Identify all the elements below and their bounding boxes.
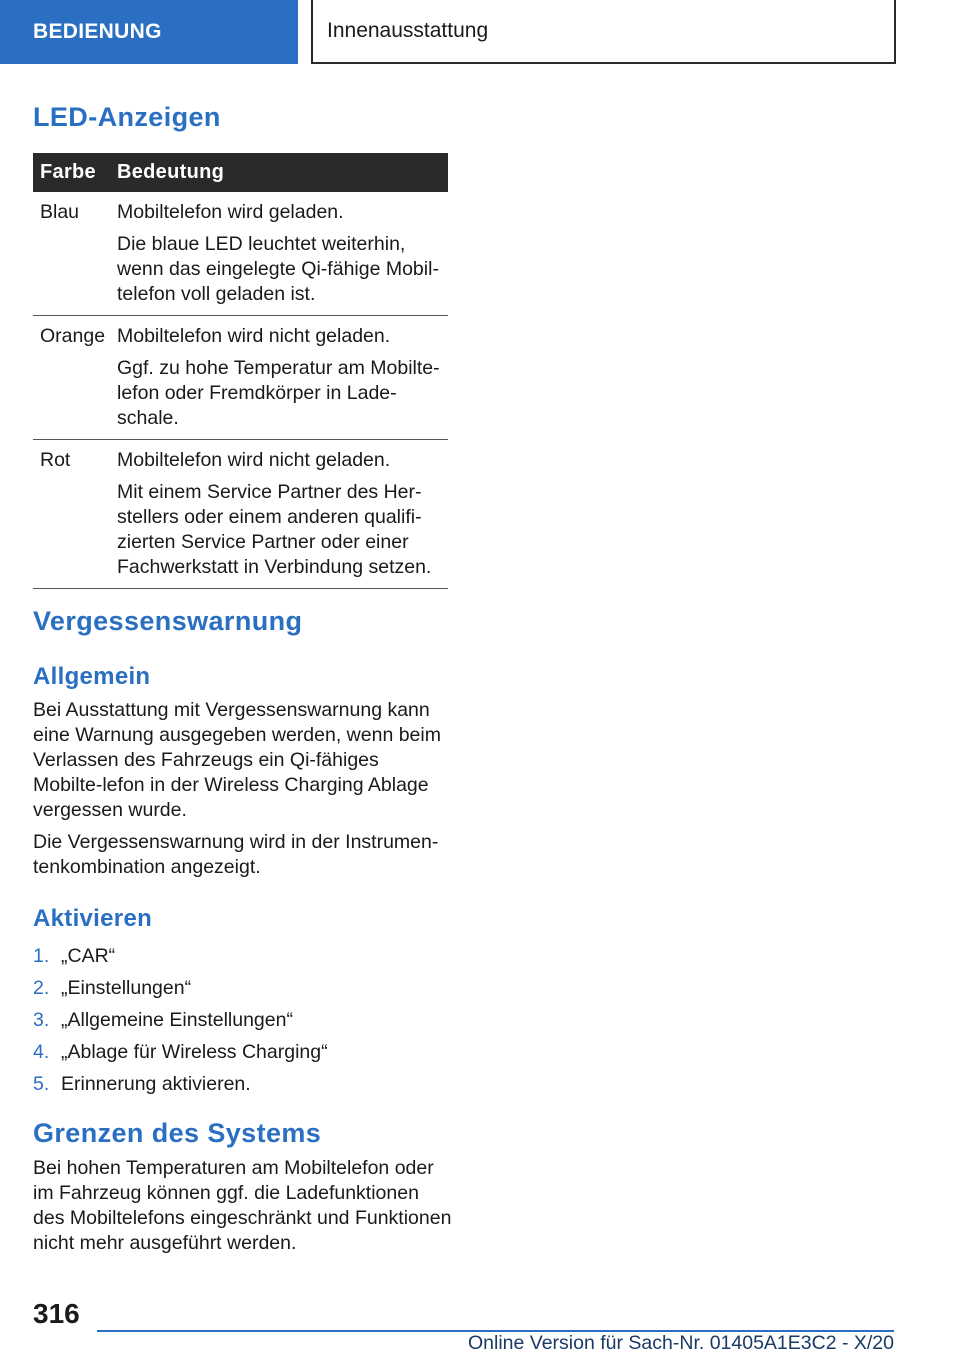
allgemein-heading: Allgemein [33, 663, 151, 690]
table-header-row [33, 153, 448, 192]
column-header-color: Farbe [33, 153, 110, 192]
column-header-meaning: Bedeutung [110, 153, 448, 192]
aktivieren-heading: Aktivieren [33, 905, 153, 932]
step-text: „Allgemeine Einstellungen“ [61, 1009, 293, 1031]
meaning-line: Die blaue LED leuchtet weiterhin, wenn das eingelegte Qi-fähige Mobil-telefon voll geladen ist. [117, 233, 439, 305]
step-text: Erinnerung aktivieren. [61, 1073, 251, 1095]
meaning-line: Mobiltelefon wird nicht geladen. [117, 325, 391, 347]
list-item [33, 940, 328, 972]
chapter-label: Innenausstattung [327, 19, 489, 42]
list-item [33, 1068, 328, 1100]
meaning-line: Ggf. zu hohe Temperatur am Mobilte-lefon oder Fremdkörper in Lade-schale. [117, 357, 440, 429]
step-number: 3. [33, 1009, 50, 1031]
meaning-line: Mit einem Service Partner des Her-stellers oder einem anderen qualifi-zierten Service Partner oder einer Fachwerkstatt in Verbindung setzen. [117, 481, 432, 578]
section-tab [0, 0, 298, 64]
section-label: BEDIENUNG [33, 20, 162, 43]
cell-meaning [110, 192, 448, 316]
step-text: „Ablage für Wireless Charging“ [61, 1041, 328, 1063]
meaning-line: Mobiltelefon wird nicht geladen. [117, 449, 391, 471]
cell-color: Rot [33, 440, 110, 589]
cell-color: Orange [33, 316, 110, 440]
step-number: 2. [33, 977, 50, 999]
activation-steps [33, 940, 328, 1100]
list-item [33, 1036, 328, 1068]
cell-meaning [110, 440, 448, 589]
meaning-line: Mobiltelefon wird geladen. [117, 201, 344, 223]
step-number: 5. [33, 1073, 50, 1095]
list-item [33, 1004, 328, 1036]
step-number: 4. [33, 1041, 50, 1063]
table-row [33, 192, 448, 316]
page-number: 316 [33, 1298, 80, 1329]
grenzen-heading: Grenzen des Systems [33, 1118, 322, 1148]
allgemein-paragraph-1: Bei Ausstattung mit Vergessenswarnung kann eine Warnung ausgegeben werden, wenn beim Verlassen des Fahrzeugs ein Qi-fähiges Mobilte-lefon in der Wireless Charging Ablage vergessen wurde. [33, 699, 441, 821]
led-table [33, 153, 448, 589]
step-text: „CAR“ [61, 945, 116, 967]
chapter-header [311, 0, 896, 64]
table-row [33, 440, 448, 589]
step-text: „Einstellungen“ [61, 977, 192, 999]
vergessen-heading: Vergessenswarnung [33, 606, 303, 636]
led-heading: LED-Anzeigen [33, 102, 221, 132]
table-row [33, 316, 448, 440]
list-item [33, 972, 328, 1004]
cell-color: Blau [33, 192, 110, 316]
allgemein-paragraph-2: Die Vergessenswarnung wird in der Instrumen-tenkombination angezeigt. [33, 831, 439, 878]
cell-meaning [110, 316, 448, 440]
online-version-note: Online Version für Sach-Nr. 01405A1E3C2 - X/20 [468, 1332, 894, 1354]
grenzen-paragraph: Bei hohen Temperaturen am Mobiltelefon oder im Fahrzeug können ggf. die Ladefunktionen des Mobiltelefons eingeschränkt und Funktionen nicht mehr ausgeführt werden. [33, 1157, 452, 1254]
step-number: 1. [33, 945, 50, 967]
